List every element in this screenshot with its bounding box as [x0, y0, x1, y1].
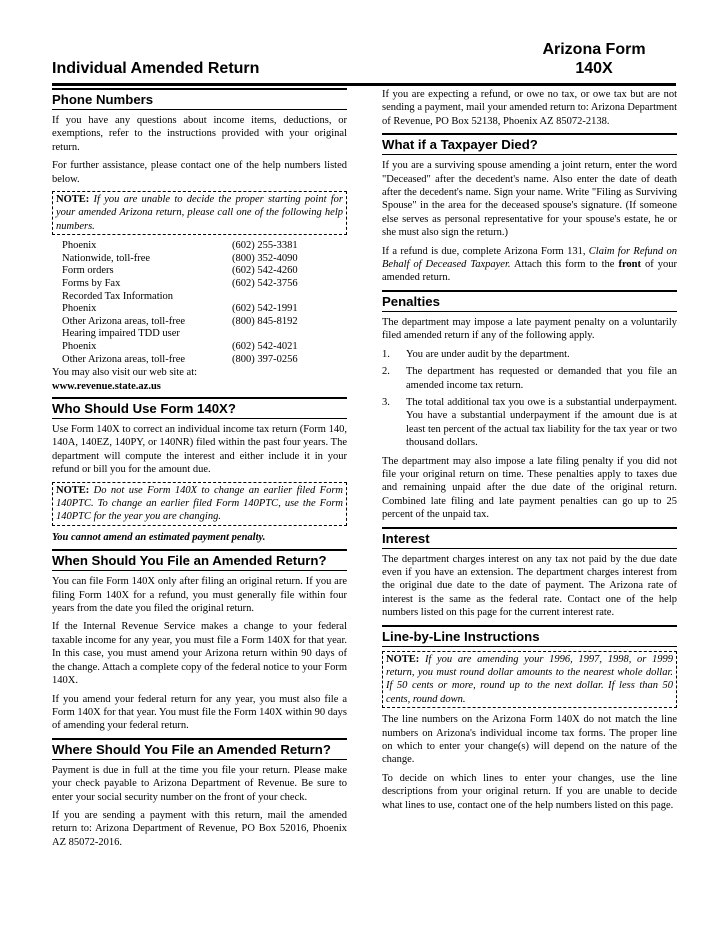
refund-mailing-paragraph: If you are expecting a refund, or owe no tax, or owe tax but are not sending a payment, mail your amended return to: Arizona Department of Revenue, PO Box 52138, Phoenix AZ 85072-2138.	[382, 89, 677, 127]
when-file-heading: When Should You File an Amended Return?	[52, 549, 347, 571]
phone-number	[232, 328, 344, 341]
when-paragraph-3: If you amend your federal return for any year, you must also file a Form 140X for that year. You must file the Form 140X within 90 days of amending your federal return.	[52, 693, 347, 732]
form-label: Arizona Form	[542, 41, 646, 58]
where-paragraph-1: Payment is due in full at the time you file your return. Please make your check payable to Arizona Department of Revenue. Be sure to enter your social security number on the front of your check.	[52, 764, 347, 803]
phone-name: Phoenix	[62, 303, 97, 315]
phone-name: Hearing impaired TDD user	[62, 328, 180, 340]
died-paragraph-2	[382, 245, 677, 285]
phone-name: Other Arizona areas, toll-free	[62, 315, 186, 327]
phone-number: (602) 542-1991	[232, 303, 298, 315]
interest-heading: Interest	[382, 527, 677, 549]
phone-row	[62, 253, 344, 266]
line-by-line-heading: Line-by-Line Instructions	[382, 625, 677, 647]
who-should-use-heading: Who Should Use Form 140X?	[52, 397, 347, 419]
phone-name: Phoenix	[62, 240, 97, 252]
phone-row	[62, 328, 344, 341]
claim-form-title: Claim for Refund on Behalf of Deceased Taxpayer.	[382, 245, 677, 271]
where-file-heading: Where Should You File an Amended Return?	[52, 738, 347, 760]
web-site-link[interactable]: www.revenue.state.az.us	[52, 380, 161, 392]
phone-row	[62, 278, 344, 291]
phone-numbers-heading: Phone Numbers	[52, 88, 347, 110]
phone-name: Nationwide, toll-free	[62, 252, 151, 264]
phone-row	[62, 265, 344, 278]
phone-number: (602) 542-4260	[232, 265, 298, 277]
form-identifier	[514, 40, 674, 78]
died-text-c: Attach this form to the	[513, 259, 615, 271]
list-number: 1.	[382, 348, 390, 360]
phone-name: Forms by Fax	[62, 278, 121, 290]
line-paragraph-2: To decide on which lines to enter your changes, use the line descriptions from your original return. If you are unable to decide what lines to use, contact one of the help numbers listed on this page.	[382, 772, 677, 811]
phone-name: Other Arizona areas, toll-free	[62, 353, 186, 365]
phone-paragraph-1: If you have any questions about income items, deductions, or exemptions, refer to the instructions provided with your original return.	[52, 115, 347, 153]
phone-name: Form orders	[62, 265, 114, 277]
phone-number: (800) 845-8192	[232, 315, 298, 327]
phone-row	[62, 316, 344, 329]
left-column	[52, 88, 347, 854]
died-text-e: of your amended return.	[382, 259, 678, 284]
note-label: NOTE:	[56, 194, 90, 206]
interest-paragraph: The department charges interest on any tax not paid by the due date even if you have an extension. The department charges interest from the original due date to the date of payment. The Arizona rate of interest is the same as the federal rate. Contact one of the help numbers listed on this page for the current interest rate.	[382, 553, 677, 619]
died-text-a: If a refund is due, complete Arizona Form 131,	[382, 245, 586, 257]
phone-number: (602) 255-3381	[232, 240, 298, 252]
right-column	[382, 88, 677, 817]
note-text: If you are unable to decide the proper starting point for your amended Arizona return, please call one of the following help numbers.	[56, 194, 344, 232]
form-number: 140X	[575, 60, 613, 77]
phone-name: Recorded Tax Information	[62, 290, 174, 302]
phone-table	[62, 240, 344, 366]
penalties-paragraph-1: The department may impose a late payment penalty on a voluntarily filed amended return if any of the following apply.	[382, 316, 677, 342]
list-text: The department has requested or demanded that you file an amended income tax return.	[406, 366, 677, 391]
where-paragraph-2: If you are sending a payment with this return, mail the amended return to: Arizona Department of Revenue, PO Box 52016, Phoenix AZ 85072-2016.	[52, 809, 347, 848]
phone-row	[62, 291, 344, 304]
phone-number: (800) 352-4090	[232, 252, 298, 264]
phone-number: (602) 542-3756	[232, 278, 298, 290]
phone-number	[232, 291, 344, 304]
header-rule	[52, 83, 676, 86]
phone-row	[62, 240, 344, 253]
phone-row	[62, 303, 344, 316]
when-paragraph-2: If the Internal Revenue Service makes a change to your federal taxable income for any year, you must file a Form 140X for that year. In this case, you must amend your Arizona return within 90 days of the change. Attach a complete copy of the federal notice to your Form 140X.	[52, 621, 347, 687]
phone-note	[52, 191, 347, 235]
penalties-list	[382, 348, 677, 450]
note-label: NOTE:	[56, 484, 90, 496]
who-paragraph: Use Form 140X to correct an individual income tax return (Form 140, 140A, 140EZ, 140PY, or 140NR) filed within the past four years. The department will compute the interest and either include it in your refund or bill you for the amount due.	[52, 424, 347, 476]
note-text: Do not use Form 140X to change an earlier filed Form 140PTC. To change an earlier filed Form 140PTC, use the Form 140PTC for the year you are changing.	[56, 484, 343, 523]
penalties-heading: Penalties	[382, 290, 677, 312]
list-number: 2.	[382, 366, 390, 378]
phone-paragraph-2: For further assistance, please contact one of the help numbers listed below.	[52, 160, 347, 185]
front-emphasis: front	[618, 259, 642, 271]
died-paragraph-1: If you are a surviving spouse amending a joint return, enter the word "Deceased" after the decedent's name. Also enter the date of death after the decedent's name. Sign your name. Write "Filing as Surviving Spouse" in the area for the deceased spouse's signature. (If someone else serves as personal representative for your spouse's estate, he or she must also sign the return.)	[382, 160, 677, 239]
list-text: You are under audit by the department.	[406, 348, 570, 360]
page-title: Individual Amended Return	[52, 60, 260, 77]
estimated-penalty-warning: You cannot amend an estimated payment penalty.	[52, 531, 266, 543]
note-text: If you are amending your 1996, 1997, 1998, or 1999 return, you must round dollar amounts to the nearest whole dollar. If 50 cents or more, round up to the next dollar. If less than 50 cents, round down.	[386, 653, 673, 705]
note-label: NOTE:	[386, 653, 420, 665]
rounding-note	[382, 651, 677, 709]
web-site-text: You may also visit our web site at:	[52, 367, 198, 379]
list-item	[382, 396, 677, 450]
phone-number: (602) 542-4021	[232, 341, 298, 352]
phone-row	[62, 341, 344, 354]
who-note	[52, 482, 347, 526]
taxpayer-died-heading: What if a Taxpayer Died?	[382, 133, 677, 155]
phone-number: (800) 397-0256	[232, 353, 298, 365]
line-paragraph-1: The line numbers on the Arizona Form 140X do not match the line numbers on Arizona's individual income tax forms. The proper line on which to enter your change(s) will depend on the nature of the change.	[382, 714, 677, 766]
phone-row	[62, 354, 344, 367]
penalties-paragraph-2: The department may also impose a late filing penalty if you did not file your original return on time. These penalties apply to taxes due and remaining unpaid after the due date of the original return. Combined late filing and late payment penalties can go up to 25 percent of the unpaid tax.	[382, 455, 677, 521]
phone-name: Phoenix	[62, 341, 97, 352]
when-paragraph-1: You can file Form 140X only after filing an original return. If you are filing Form 140X for a refund, you must generally file within four years from the date you filed the original return.	[52, 576, 347, 615]
list-item	[382, 348, 677, 361]
list-item	[382, 365, 677, 392]
list-number: 3.	[382, 396, 390, 408]
list-text: The total additional tax you owe is a substantial underpayment. You have a substantial underpayment if the amount due is at least ten percent of the actual tax liability for the tax year or two thousand dollars.	[406, 396, 677, 449]
